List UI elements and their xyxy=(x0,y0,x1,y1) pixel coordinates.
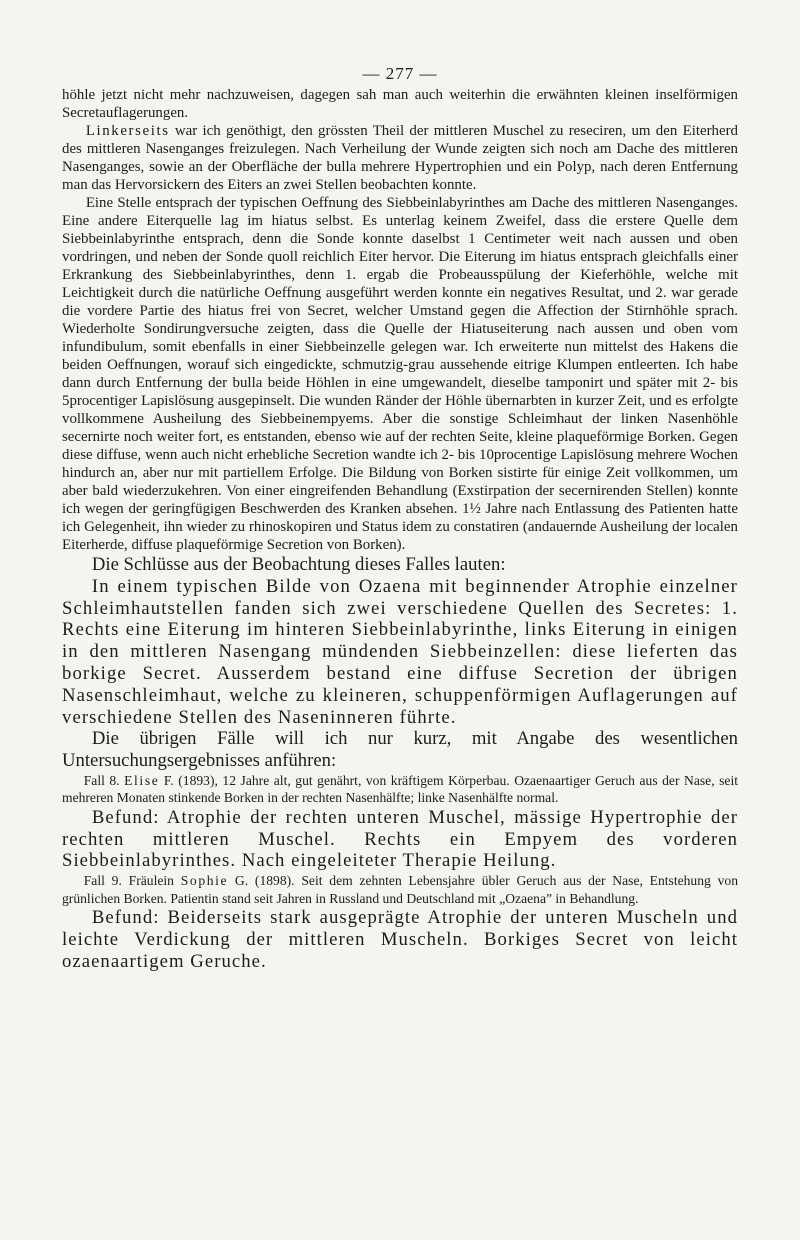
case-9-name: Sophie xyxy=(180,873,229,889)
other-cases-intro: Die übrigen Fälle will ich nur kurz, mit Angabe des wesentlichen Untersuchungsergebnisses anführen: xyxy=(62,728,738,772)
case-8 xyxy=(62,772,738,807)
paragraph-3: Eine Stelle entsprach der typischen Oeffnung des Siebbeinlabyrinthes am Dache des mittleren Nasenganges. Eine andere Eiterquelle lag im hiatus selbst. Es unterlag keinem Zweifel, dass die erstere Quelle dem Siebbeinlabyrinthe entsprach, denn die Sonde konnte daselbst 1 Centimeter weit nach aussen und oben vordringen, und neben der Sonde quoll reichlich Eiter hervor. Die Eiterung im hiatus entsprach gleichfalls einer Erkrankung des Siebbeinlabyrinthes, denn 1. ergab die Probeausspülung der Kieferhöhle, welche mit Leichtigkeit durch die natürliche Oeffnung ausgeführt werden konnte ein negatives Resultat, und 2. war gerade die vordere Partie des hiatus frei von Secret, welcher Umstand gegen die Affection der Stirnhöhle sprach. Wiederholte Sondirungversuche zeigten, dass die Quelle der Hiatuseiterung nach aussen und oben vom infundibulum, somit ebenfalls in einer Siebbeinzelle gelegen war. Ich erweiterte nun mittelst des Hakens die beiden Oeffnungen, worauf sich eingedickte, schmutzig-grau aussehende eitrige Klumpen entleerten. Ich habe dann durch Entfernung der bulla beide Höhlen in eine umgewandelt, dieselbe tamponirt und später mit 2- bis 5procentiger Lapislösung ausgepinselt. Die wunden Ränder der Höhle übernarbten in kurzer Zeit, und es erfolgte vollkommene Ausheilung des Siebbeinempyems. Aber die sonstige Schleimhaut der linken Nasenhöhle secernirte noch weiter fort, es entstanden, ebenso wie auf der rechten Seite, kleine plaqueförmige Borken. Gegen diese diffuse, wenn auch nicht erhebliche Secretion wandte ich 2- bis 10procentige Lapislösung mehrere Wochen hindurch an, aber nur mit partiellem Erfolge. Die Bildung von Borken sistirte für einige Zeit vollkommen, um aber bald wiederzukehren. Von einer eingreifenden Behandlung (Exstirpation der secernirenden Stellen) konnte ich wegen der geringfügigen Beschwerden des Kranken absehen. 1½ Jahre nach Entlassung des Patienten hatte ich Gelegenheit, ihn wieder zu rhinoskopiren und Status idem zu constatiren (andauernde Ausheilung der localen Eiterherde, diffuse plaqueförmige Secretion von Borken). xyxy=(62,195,738,553)
paragraph-1: höhle jetzt nicht mehr nachzuweisen, dagegen sah man auch weiterhin die erwähnten kleinen inselförmigen Secretauflagerungen. xyxy=(62,87,738,121)
paragraph-2-lead: Linkerseits xyxy=(85,123,170,139)
case-9-text: G. (1898). Seit dem zehnten Lebensjahre übler Geruch aus der Nase, Entstehung von grünlichen Borken. Patientin stand seit Jahren in Russland und Deutschland mit „Ozaena” in Behandlung. xyxy=(62,873,738,906)
page-number: — 277 — xyxy=(362,64,438,83)
case-8-lead: Fall 8. xyxy=(83,772,125,788)
case-9 xyxy=(62,872,738,907)
paragraph-2-text: war ich genöthigt, den grössten Theil der mittleren Muschel zu reseciren, um den Eiterherd des mittleren Nasenganges freizulegen. Nach Verheilung der Wunde zeigten sich noch am Dache des mittleren Nasenganges, sowie an der Oberfläche der bulla mehrere Hypertrophien und ein Polyp, nach deren Entfernung man das Hervorsickern des Eiters an zwei Stellen beobachten konnte. xyxy=(62,123,738,193)
case-8-finding: Befund: Atrophie der rechten unteren Muschel, mässige Hypertrophie der rechten mittleren Muschel. Rechts ein Empyem des vorderen Siebbeinlabyrinthes. Nach eingeleiteter Therapie Heilung. xyxy=(62,806,738,872)
paragraph-2 xyxy=(62,122,738,194)
case-8-name: Elise xyxy=(124,772,160,788)
page-body xyxy=(62,86,738,972)
case-9-finding: Befund: Beiderseits stark ausgeprägte Atrophie der unteren Muscheln und leichte Verdickung der mittleren Muscheln. Borkiges Secret von leicht ozaenaartigem Geruche. xyxy=(62,906,738,972)
case-9-lead: Fall 9. Fräulein xyxy=(83,873,181,889)
conclusion-heading: Die Schlüsse aus der Beobachtung dieses Falles lauten: xyxy=(91,554,506,575)
case-8-text: F. (1893), 12 Jahre alt, gut genährt, von kräftigem Körperbau. Ozaenaartiger Geruch aus der Nase, seit mehreren Monaten stinkende Borken in der rechten Nasenhälfte; linke Nasenhälfte normal. xyxy=(62,772,738,806)
conclusion-text: In einem typischen Bilde von Ozaena mit beginnender Atrophie einzelner Schleimhautstellen fanden sich zwei verschiedene Quellen des Secretes: 1. Rechts eine Eiterung im hinteren Siebbeinlabyrinthe, links Eiterung in einigen in den mittleren Nasengang mündenden Siebbeinzellen: diese lieferten das borkige Secret. Ausserdem bestand eine diffuse Secretion der übrigen Nasenschleimhaut, welche zu kleineren, schuppenförmigen Auflagerungen auf verschiedene Stellen des Naseninneren führte. xyxy=(62,575,738,728)
